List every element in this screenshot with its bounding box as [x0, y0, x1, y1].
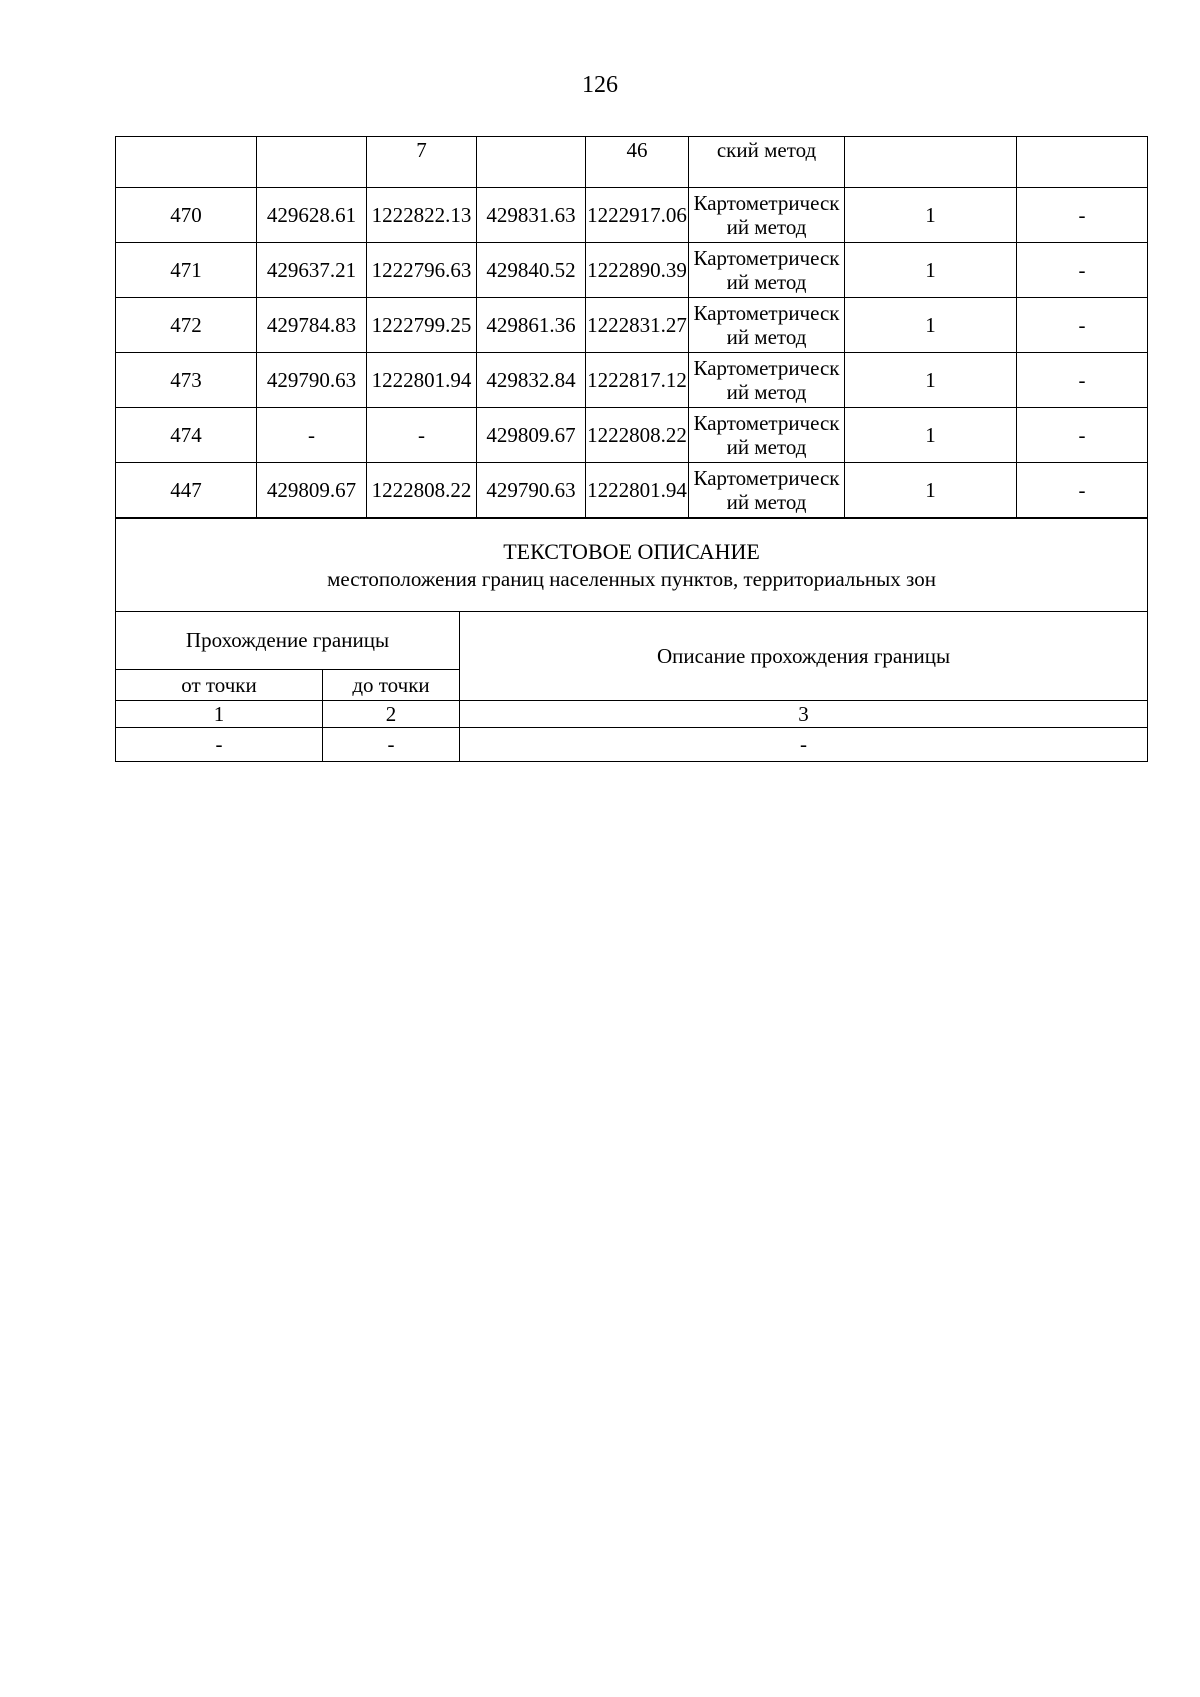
table-cell [257, 137, 367, 188]
from-point-value: - [116, 728, 323, 762]
x-new-cell: 429831.63 [477, 188, 586, 243]
coordinates-table [115, 136, 1148, 518]
point-number-cell: 447 [116, 463, 257, 518]
y-new-cell: 1222817.12 [586, 353, 689, 408]
accuracy-cell: 1 [845, 243, 1017, 298]
continuation-row [116, 137, 1148, 188]
from-point-header: от точки [116, 670, 323, 701]
y-new-cell: 1222801.94 [586, 463, 689, 518]
column-number: 1 [116, 701, 323, 728]
page-number: 126 [582, 72, 618, 98]
table-row [116, 243, 1148, 298]
point-number-cell: 474 [116, 408, 257, 463]
table-cell [845, 137, 1017, 188]
table-cell: ский метод [689, 137, 845, 188]
description-value-row [116, 728, 1148, 762]
table-row [116, 353, 1148, 408]
description-header-row [116, 612, 1148, 670]
x-old-cell: 429790.63 [257, 353, 367, 408]
note-cell: - [1017, 408, 1148, 463]
table-row [116, 298, 1148, 353]
table-row [116, 463, 1148, 518]
method-cell: Картометрический метод [689, 353, 845, 408]
description-header: Описание прохождения границы [460, 612, 1148, 701]
x-old-cell: - [257, 408, 367, 463]
method-cell: Картометрический метод [689, 408, 845, 463]
x-old-cell: 429784.83 [257, 298, 367, 353]
description-subtitle: местоположения границ населенных пунктов, территориальных зон [327, 567, 936, 591]
description-value: - [460, 728, 1148, 762]
to-point-header: до точки [323, 670, 460, 701]
description-title-cell [116, 519, 1148, 612]
column-number: 2 [323, 701, 460, 728]
passage-header: Прохождение границы [116, 612, 460, 670]
table-cell: 46 [586, 137, 689, 188]
point-number-cell: 471 [116, 243, 257, 298]
note-cell: - [1017, 353, 1148, 408]
y-new-cell: 1222808.22 [586, 408, 689, 463]
y-new-cell: 1222890.39 [586, 243, 689, 298]
y-old-cell: 1222801.94 [367, 353, 477, 408]
note-cell: - [1017, 298, 1148, 353]
method-cell: Картометрический метод [689, 463, 845, 518]
accuracy-cell: 1 [845, 408, 1017, 463]
column-number: 3 [460, 701, 1148, 728]
point-number-cell: 473 [116, 353, 257, 408]
point-number-cell: 472 [116, 298, 257, 353]
y-new-cell: 1222831.27 [586, 298, 689, 353]
x-new-cell: 429809.67 [477, 408, 586, 463]
method-cell: Картометрический метод [689, 298, 845, 353]
note-cell: - [1017, 463, 1148, 518]
table-row [116, 188, 1148, 243]
y-old-cell: 1222796.63 [367, 243, 477, 298]
to-point-value: - [323, 728, 460, 762]
note-cell: - [1017, 243, 1148, 298]
description-title: ТЕКСТОВОЕ ОПИСАНИЕ [503, 539, 760, 564]
accuracy-cell: 1 [845, 353, 1017, 408]
point-number-cell: 470 [116, 188, 257, 243]
x-new-cell: 429790.63 [477, 463, 586, 518]
x-new-cell: 429840.52 [477, 243, 586, 298]
y-old-cell: - [367, 408, 477, 463]
y-old-cell: 1222822.13 [367, 188, 477, 243]
y-old-cell: 1222808.22 [367, 463, 477, 518]
x-old-cell: 429637.21 [257, 243, 367, 298]
description-title-row [116, 519, 1148, 612]
x-old-cell: 429809.67 [257, 463, 367, 518]
table-cell [477, 137, 586, 188]
table-row [116, 408, 1148, 463]
table-cell [116, 137, 257, 188]
accuracy-cell: 1 [845, 188, 1017, 243]
note-cell: - [1017, 188, 1148, 243]
table-cell: 7 [367, 137, 477, 188]
x-old-cell: 429628.61 [257, 188, 367, 243]
accuracy-cell: 1 [845, 298, 1017, 353]
accuracy-cell: 1 [845, 463, 1017, 518]
method-cell: Картометрический метод [689, 188, 845, 243]
x-new-cell: 429832.84 [477, 353, 586, 408]
column-numbers-row [116, 701, 1148, 728]
boundary-description-table [115, 518, 1148, 762]
x-new-cell: 429861.36 [477, 298, 586, 353]
table-cell [1017, 137, 1148, 188]
y-old-cell: 1222799.25 [367, 298, 477, 353]
method-cell: Картометрический метод [689, 243, 845, 298]
y-new-cell: 1222917.06 [586, 188, 689, 243]
